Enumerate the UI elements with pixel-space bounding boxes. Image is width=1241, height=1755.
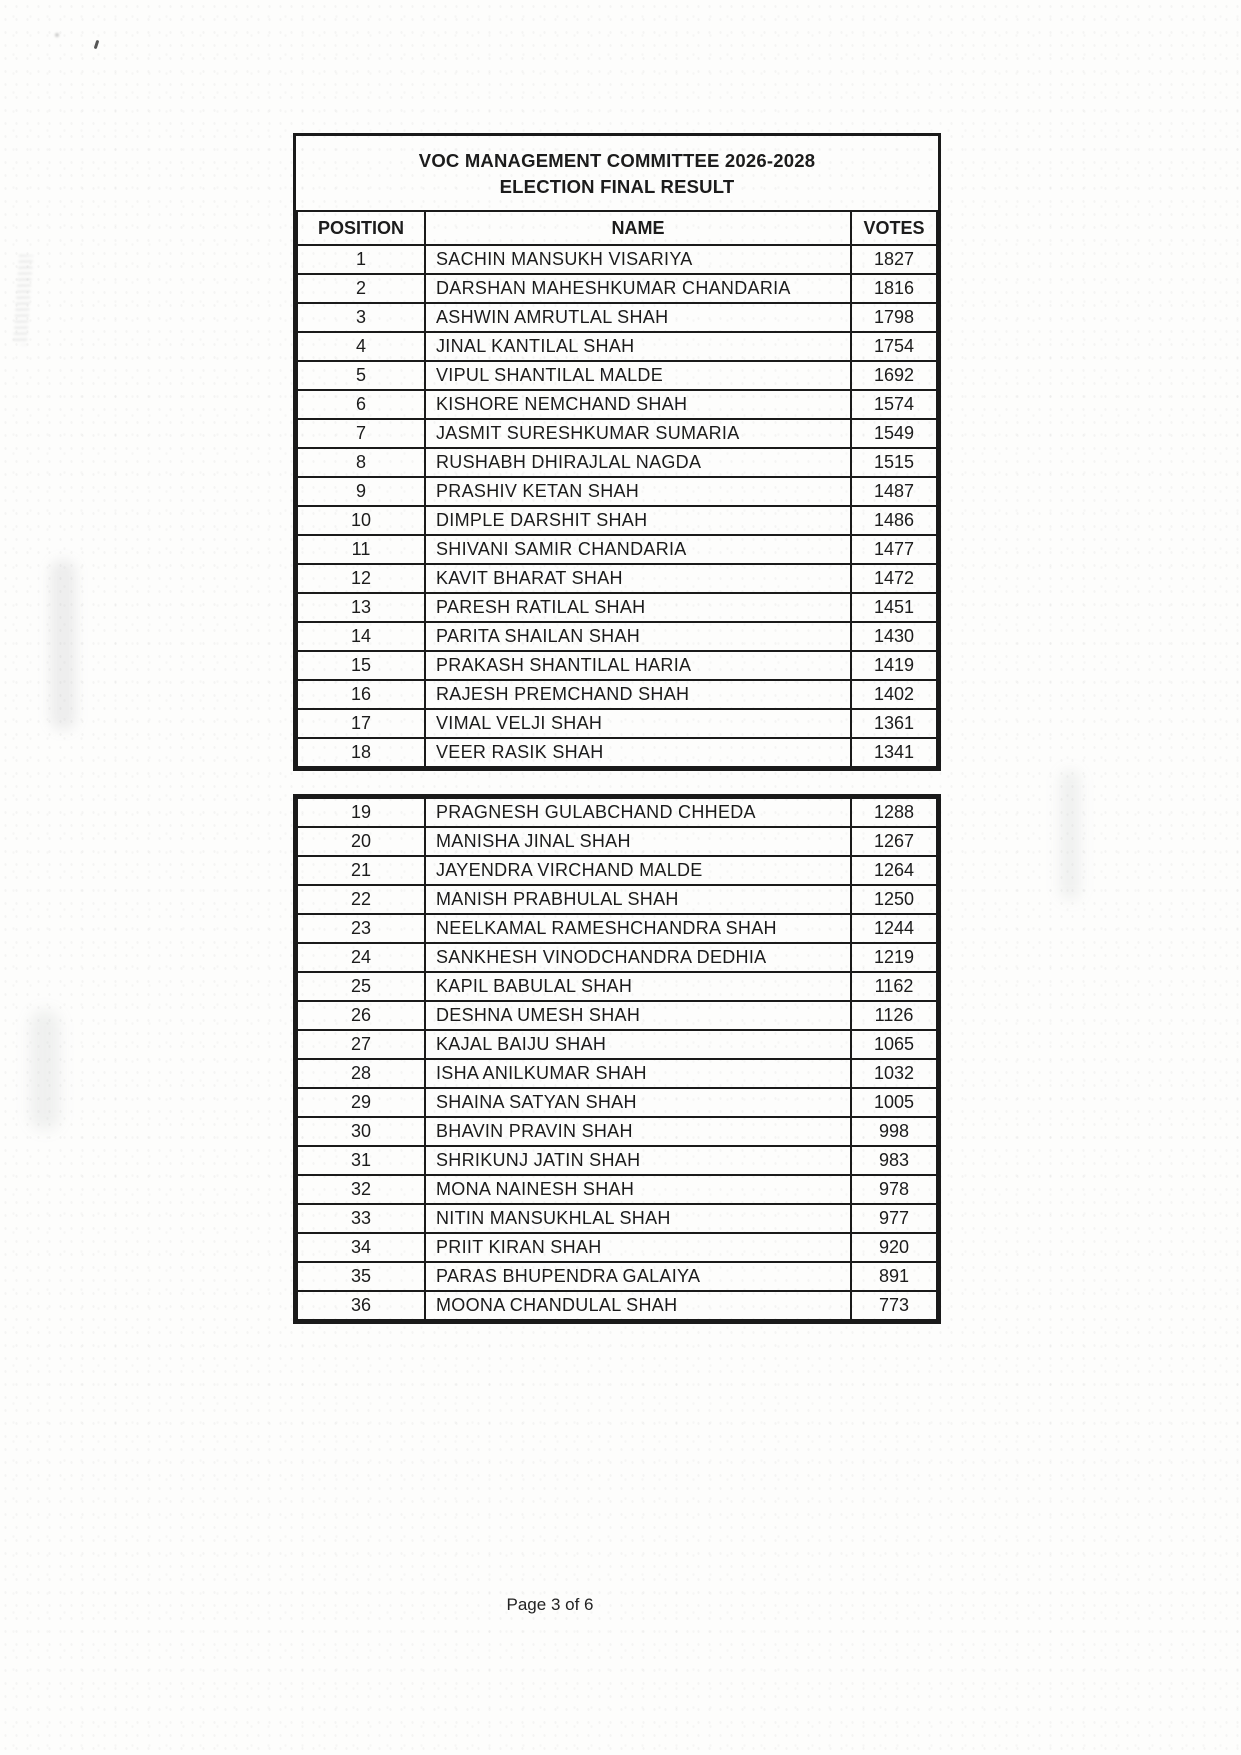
- votes-cell: 1402: [851, 680, 937, 709]
- result-row: [297, 1001, 937, 1030]
- votes-cell: 1574: [851, 390, 937, 419]
- name-cell: MANISH PRABHULAL SHAH: [425, 885, 851, 914]
- page-number: Page 3 of 6: [506, 1595, 594, 1614]
- votes-cell: 1065: [851, 1030, 937, 1059]
- position-cell: 29: [297, 1088, 425, 1117]
- name-cell: DARSHAN MAHESHKUMAR CHANDARIA: [425, 274, 851, 303]
- result-row: [297, 477, 937, 506]
- results-table-2: [296, 797, 938, 1321]
- position-cell: 26: [297, 1001, 425, 1030]
- scan-artifact: [1060, 770, 1080, 900]
- result-row: [297, 972, 937, 1001]
- result-row: [297, 535, 937, 564]
- results-table-lower: [293, 794, 941, 1324]
- result-row: [297, 593, 937, 622]
- result-row: [297, 680, 937, 709]
- result-row: [297, 332, 937, 361]
- result-row: [297, 1291, 937, 1320]
- result-row: [297, 1175, 937, 1204]
- position-cell: 5: [297, 361, 425, 390]
- votes-cell: 891: [851, 1262, 937, 1291]
- name-cell: ISHA ANILKUMAR SHAH: [425, 1059, 851, 1088]
- scan-artifact: [30, 1010, 60, 1130]
- election-result-document: [293, 133, 941, 1324]
- header-row: [297, 211, 937, 245]
- name-cell: MONA NAINESH SHAH: [425, 1175, 851, 1204]
- results-table-2-body: [297, 798, 937, 1320]
- position-cell: 27: [297, 1030, 425, 1059]
- result-row: [297, 651, 937, 680]
- position-cell: 33: [297, 1204, 425, 1233]
- position-cell: 23: [297, 914, 425, 943]
- position-cell: 18: [297, 738, 425, 767]
- votes-cell: 1477: [851, 535, 937, 564]
- votes-cell: 1754: [851, 332, 937, 361]
- result-row: [297, 827, 937, 856]
- votes-cell: 998: [851, 1117, 937, 1146]
- votes-cell: 1798: [851, 303, 937, 332]
- position-cell: 20: [297, 827, 425, 856]
- name-cell: PRAGNESH GULABCHAND CHHEDA: [425, 798, 851, 827]
- result-row: [297, 1204, 937, 1233]
- votes-cell: 1487: [851, 477, 937, 506]
- result-row: [297, 1088, 937, 1117]
- votes-cell: 1361: [851, 709, 937, 738]
- result-row: [297, 303, 937, 332]
- result-row: [297, 506, 937, 535]
- result-row: [297, 245, 937, 274]
- name-cell: MANISHA JINAL SHAH: [425, 827, 851, 856]
- name-cell: KAPIL BABULAL SHAH: [425, 972, 851, 1001]
- votes-cell: 1250: [851, 885, 937, 914]
- result-row: [297, 798, 937, 827]
- name-column-header: NAME: [425, 211, 851, 245]
- name-cell: MOONA CHANDULAL SHAH: [425, 1291, 851, 1320]
- votes-cell: 1549: [851, 419, 937, 448]
- name-cell: NEELKAMAL RAMESHCHANDRA SHAH: [425, 914, 851, 943]
- name-cell: JAYENDRA VIRCHAND MALDE: [425, 856, 851, 885]
- position-cell: 35: [297, 1262, 425, 1291]
- position-cell: 1: [297, 245, 425, 274]
- name-cell: VIMAL VELJI SHAH: [425, 709, 851, 738]
- result-row: [297, 361, 937, 390]
- name-cell: PARITA SHAILAN SHAH: [425, 622, 851, 651]
- votes-cell: 1264: [851, 856, 937, 885]
- position-cell: 19: [297, 798, 425, 827]
- votes-cell: 1827: [851, 245, 937, 274]
- position-cell: 17: [297, 709, 425, 738]
- name-cell: RUSHABH DHIRAJLAL NAGDA: [425, 448, 851, 477]
- votes-cell: 1515: [851, 448, 937, 477]
- name-cell: BHAVIN PRAVIN SHAH: [425, 1117, 851, 1146]
- name-cell: SHIVANI SAMIR CHANDARIA: [425, 535, 851, 564]
- name-cell: KAJAL BAIJU SHAH: [425, 1030, 851, 1059]
- result-row: [297, 564, 937, 593]
- position-cell: 31: [297, 1146, 425, 1175]
- result-row: [297, 914, 937, 943]
- document-subtitle: ELECTION FINAL RESULT: [499, 176, 735, 197]
- votes-cell: 1341: [851, 738, 937, 767]
- votes-cell: 1244: [851, 914, 937, 943]
- result-row: [297, 1059, 937, 1088]
- result-row: [297, 885, 937, 914]
- result-row: [297, 390, 937, 419]
- votes-column-header: VOTES: [851, 211, 937, 245]
- votes-cell: 977: [851, 1204, 937, 1233]
- position-cell: 16: [297, 680, 425, 709]
- position-cell: 11: [297, 535, 425, 564]
- name-cell: PRIIT KIRAN SHAH: [425, 1233, 851, 1262]
- result-row: [297, 856, 937, 885]
- position-cell: 6: [297, 390, 425, 419]
- position-cell: 32: [297, 1175, 425, 1204]
- document-title: VOC MANAGEMENT COMMITTEE 2026-2028: [418, 150, 816, 171]
- votes-cell: 773: [851, 1291, 937, 1320]
- votes-cell: 1162: [851, 972, 937, 1001]
- scan-artifact: [50, 560, 76, 730]
- name-cell: KAVIT BHARAT SHAH: [425, 564, 851, 593]
- position-cell: 7: [297, 419, 425, 448]
- position-cell: 14: [297, 622, 425, 651]
- result-row: [297, 448, 937, 477]
- result-row: [297, 943, 937, 972]
- position-cell: 2: [297, 274, 425, 303]
- result-row: [297, 419, 937, 448]
- name-cell: PARAS BHUPENDRA GALAIYA: [425, 1262, 851, 1291]
- votes-cell: 1430: [851, 622, 937, 651]
- votes-cell: 1472: [851, 564, 937, 593]
- position-cell: 3: [297, 303, 425, 332]
- result-row: [297, 1030, 937, 1059]
- name-cell: NITIN MANSUKHLAL SHAH: [425, 1204, 851, 1233]
- votes-cell: 1219: [851, 943, 937, 972]
- votes-cell: 983: [851, 1146, 937, 1175]
- name-cell: SHAINA SATYAN SHAH: [425, 1088, 851, 1117]
- position-cell: 8: [297, 448, 425, 477]
- votes-cell: 1816: [851, 274, 937, 303]
- position-cell: 25: [297, 972, 425, 1001]
- position-cell: 21: [297, 856, 425, 885]
- name-cell: SACHIN MANSUKH VISARIYA: [425, 245, 851, 274]
- votes-cell: 1288: [851, 798, 937, 827]
- name-cell: PARESH RATILAL SHAH: [425, 593, 851, 622]
- votes-cell: 1032: [851, 1059, 937, 1088]
- votes-cell: 1005: [851, 1088, 937, 1117]
- scan-artifact: [13, 255, 33, 346]
- result-row: [297, 738, 937, 767]
- results-table-1-body: [297, 245, 937, 767]
- name-cell: PRASHIV KETAN SHAH: [425, 477, 851, 506]
- result-row: [297, 709, 937, 738]
- document-title-block: [296, 136, 938, 210]
- name-cell: ASHWIN AMRUTLAL SHAH: [425, 303, 851, 332]
- name-cell: JASMIT SURESHKUMAR SUMARIA: [425, 419, 851, 448]
- position-column-header: POSITION: [297, 211, 425, 245]
- position-cell: 36: [297, 1291, 425, 1320]
- result-row: [297, 622, 937, 651]
- votes-cell: 978: [851, 1175, 937, 1204]
- votes-cell: 1486: [851, 506, 937, 535]
- scan-artifact: [55, 33, 59, 37]
- position-cell: 4: [297, 332, 425, 361]
- votes-cell: 1419: [851, 651, 937, 680]
- name-cell: VIPUL SHANTILAL MALDE: [425, 361, 851, 390]
- position-cell: 30: [297, 1117, 425, 1146]
- position-cell: 15: [297, 651, 425, 680]
- result-row: [297, 1146, 937, 1175]
- position-cell: 28: [297, 1059, 425, 1088]
- position-cell: 12: [297, 564, 425, 593]
- position-cell: 13: [297, 593, 425, 622]
- name-cell: SANKHESH VINODCHANDRA DEDHIA: [425, 943, 851, 972]
- name-cell: JINAL KANTILAL SHAH: [425, 332, 851, 361]
- name-cell: DESHNA UMESH SHAH: [425, 1001, 851, 1030]
- votes-cell: 1267: [851, 827, 937, 856]
- votes-cell: 1451: [851, 593, 937, 622]
- result-row: [297, 274, 937, 303]
- name-cell: VEER RASIK SHAH: [425, 738, 851, 767]
- name-cell: DIMPLE DARSHIT SHAH: [425, 506, 851, 535]
- result-row: [297, 1117, 937, 1146]
- name-cell: KISHORE NEMCHAND SHAH: [425, 390, 851, 419]
- result-row: [297, 1262, 937, 1291]
- position-cell: 10: [297, 506, 425, 535]
- name-cell: RAJESH PREMCHAND SHAH: [425, 680, 851, 709]
- scan-artifact: [94, 40, 100, 49]
- position-cell: 9: [297, 477, 425, 506]
- results-table-upper: [293, 133, 941, 771]
- name-cell: PRAKASH SHANTILAL HARIA: [425, 651, 851, 680]
- votes-cell: 920: [851, 1233, 937, 1262]
- position-cell: 34: [297, 1233, 425, 1262]
- votes-cell: 1692: [851, 361, 937, 390]
- position-cell: 24: [297, 943, 425, 972]
- position-cell: 22: [297, 885, 425, 914]
- results-table-1: [296, 210, 938, 768]
- votes-cell: 1126: [851, 1001, 937, 1030]
- name-cell: SHRIKUNJ JATIN SHAH: [425, 1146, 851, 1175]
- result-row: [297, 1233, 937, 1262]
